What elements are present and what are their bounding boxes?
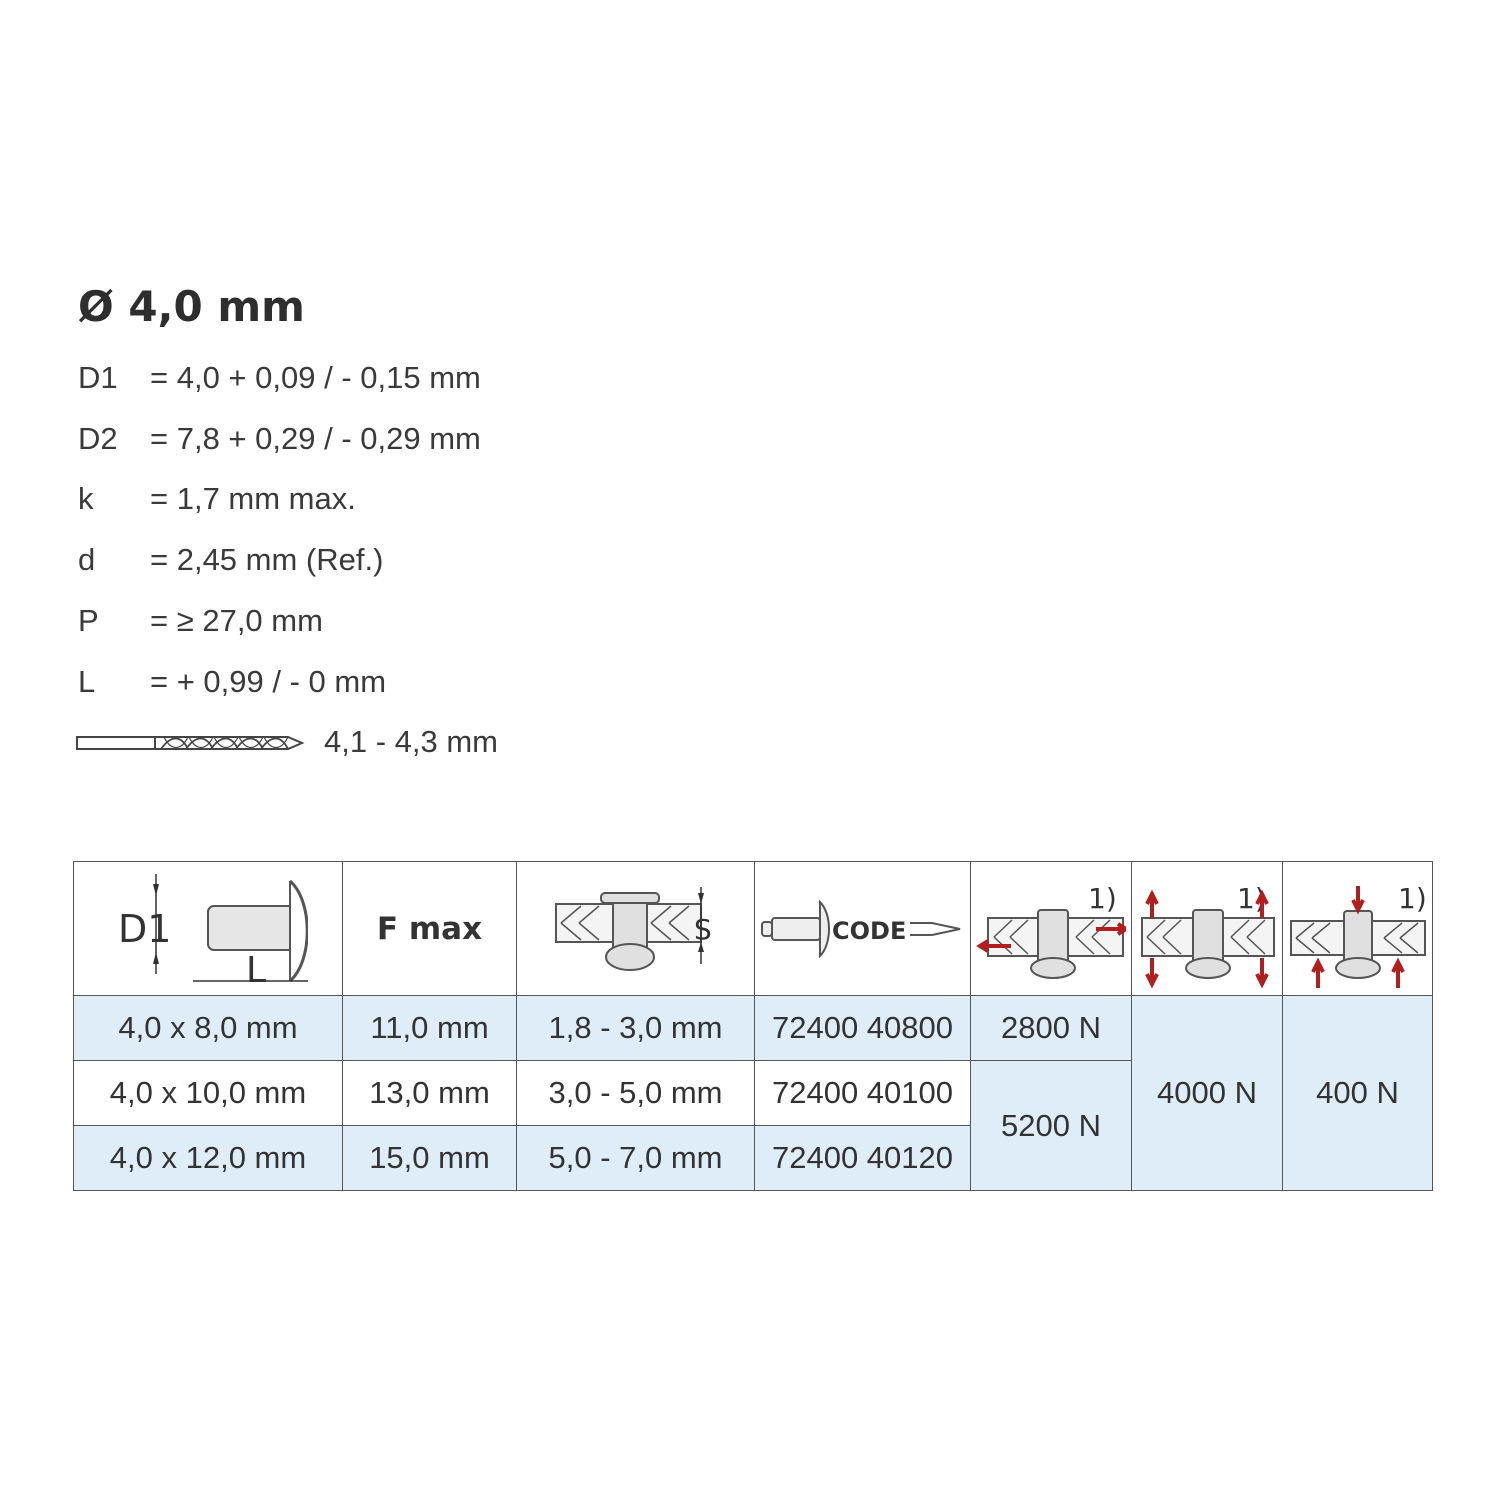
spec-value: = 7,8 + 0,29 / - 0,29 mm: [150, 421, 481, 456]
tensile-load-header: [1132, 862, 1283, 996]
spec-value: = ≥ 27,0 mm: [150, 603, 323, 638]
grip-range-icon: [551, 879, 721, 979]
grip-cell: 3,0 - 5,0 mm: [517, 1061, 755, 1126]
spec-value: = + 0,99 / - 0 mm: [150, 664, 387, 699]
table-header-row: [74, 862, 1433, 996]
size-cell: 4,0 x 8,0 mm: [74, 996, 343, 1061]
spec-value: = 4,0 + 0,09 / - 0,15 mm: [150, 360, 481, 395]
code-label: CODE: [832, 916, 907, 945]
size-cell: 4,0 x 12,0 mm: [74, 1126, 343, 1191]
fmax-cell: 13,0 mm: [343, 1061, 517, 1126]
spec-key: d: [78, 542, 96, 577]
shear-load-icon: [976, 866, 1126, 991]
spec-key: k: [78, 481, 94, 516]
spec-value: = 2,45 mm (Ref.): [150, 542, 384, 577]
rivet-code-icon: [760, 894, 965, 964]
spec-value: = 1,7 mm max.: [150, 481, 356, 516]
grip-range-header: [517, 862, 755, 996]
code-header: [755, 862, 971, 996]
table-row: [74, 996, 1433, 1061]
clamp-cell: 400 N: [1283, 996, 1433, 1191]
l-label: L: [246, 950, 267, 991]
footnote-marker: 1): [1088, 882, 1117, 915]
s-label: S: [693, 912, 712, 946]
tensile-load-icon: [1137, 866, 1277, 991]
rivet-spec-table: [73, 861, 1433, 1191]
spec-key: L: [78, 664, 96, 699]
fmax-header: F max: [343, 862, 517, 996]
shear-load-header: [971, 862, 1132, 996]
size-cell: 4,0 x 10,0 mm: [74, 1061, 343, 1126]
spec-key: D2: [78, 421, 118, 456]
page-title: Ø 4,0 mm: [78, 282, 305, 331]
code-cell: 72400 40800: [755, 996, 971, 1061]
spec-key: P: [78, 603, 99, 638]
drill-diameter: 4,1 - 4,3 mm: [324, 724, 498, 759]
code-cell: 72400 40100: [755, 1061, 971, 1126]
grip-cell: 5,0 - 7,0 mm: [517, 1126, 755, 1191]
code-cell: 72400 40120: [755, 1126, 971, 1191]
footnote-marker: 1): [1397, 882, 1427, 915]
shear-cell: 5200 N: [971, 1061, 1132, 1191]
d1-label: D1: [118, 907, 172, 951]
tensile-cell: 4000 N: [1132, 996, 1283, 1191]
clamp-force-header: [1283, 862, 1433, 996]
rivet-dimension-header: [74, 862, 343, 996]
shear-cell: 2800 N: [971, 996, 1132, 1061]
spec-key: D1: [78, 360, 118, 395]
clamp-force-icon: [1288, 866, 1428, 991]
drill-bit-icon: [76, 732, 306, 754]
footnote-marker: 1): [1237, 882, 1266, 915]
fmax-cell: 11,0 mm: [343, 996, 517, 1061]
fmax-cell: 15,0 mm: [343, 1126, 517, 1191]
rivet-dimension-icon: [108, 866, 308, 991]
grip-cell: 1,8 - 3,0 mm: [517, 996, 755, 1061]
